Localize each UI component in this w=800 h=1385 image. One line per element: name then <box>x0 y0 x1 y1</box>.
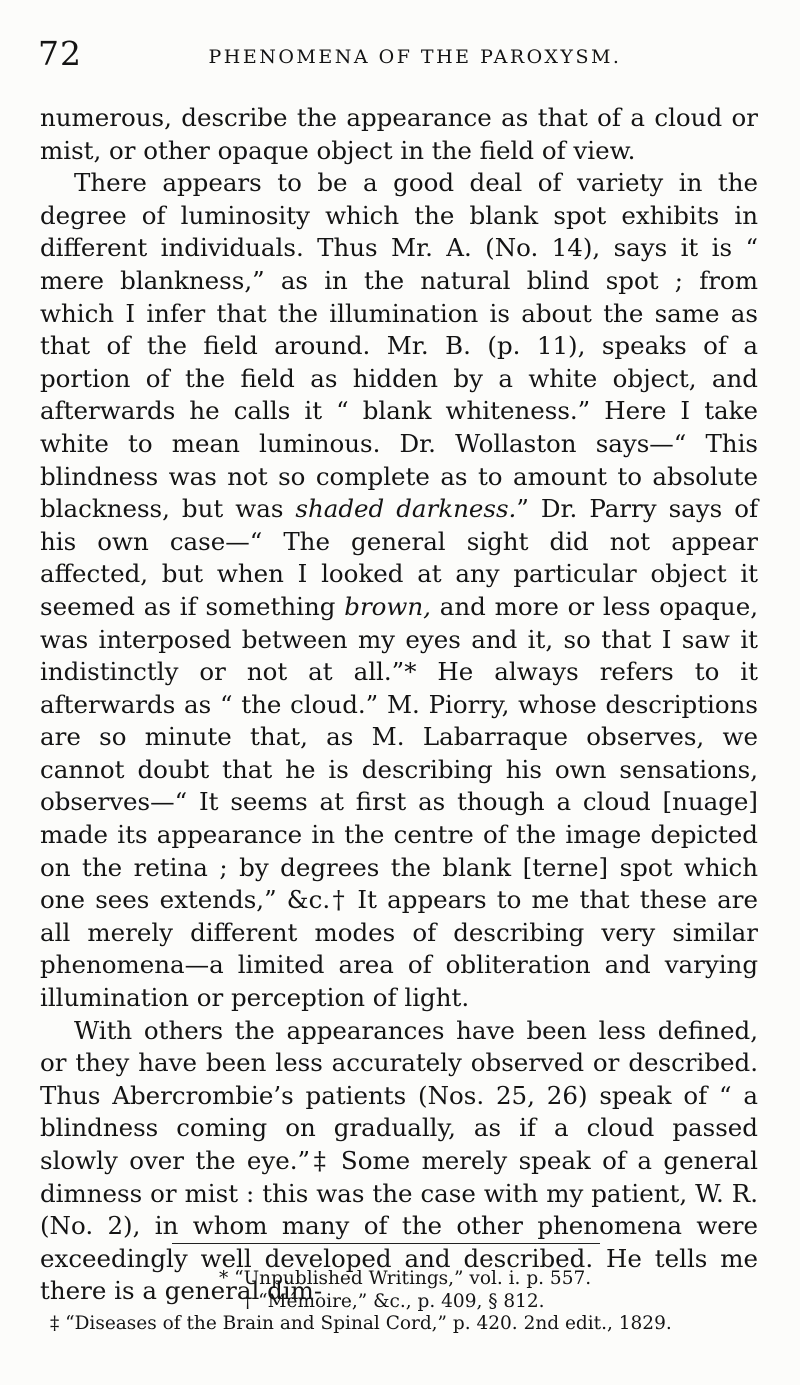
paragraph-others: With others the appearances have been less defined, or they have been less accurately observed or described. Thus Abercrombie’s patients (Nos. 25, 26) speak of “ a blindness coming on gradually, as if a cloud passed slowly over the eye.”‡ Some merely speak of a general dimness or mist : this was the case with my patient, W. R. (No. 2), in whom many of the other phenomena were exceedingly well developed and described. He tells me there is a general dim- <box>40 1015 758 1306</box>
footnote: † “Mémoire,” &c., p. 409, § 812. <box>243 1290 545 1312</box>
italic-phrase: shaded darkness. <box>295 494 517 524</box>
paragraph-luminosity <box>40 167 758 1014</box>
footnotes <box>36 1268 756 1336</box>
footnote-rule <box>172 1243 600 1244</box>
paragraph-text: ” Dr. Parry says of his own case—“ The general sight did not appear affected, but when I looked at any particular object it seemed as if something <box>40 494 759 621</box>
paragraph-text: There appears to be a good deal of variety in the degree of luminosity which the blank spot exhibits in different individuals. Thus Mr. A. (No. 14), says it is “ mere blankness,” as in the natural blind spot ; from which I infer that the illumination is about the same as that of the field around. Mr. B. (p. 11), speaks of a portion of the field as hidden by a white object, and afterwards he calls it “ blank whiteness.” Here I take white to mean luminous. Dr. Wollaston says—“ This blindness was not so complete as to amount to absolute blackness, but was <box>40 168 758 524</box>
footnote: * “Unpublished Writings,” vol. i. p. 557. <box>219 1268 592 1289</box>
body-text <box>40 102 758 1308</box>
page-header <box>38 34 762 74</box>
running-head: PHENOMENA OF THE PAROXYSM. <box>208 46 622 68</box>
paragraph-text: and more or less opaque, was interposed between my eyes and it, so that I saw it indistinctly or not at all.”* He always refers to it afterwards as “ the cloud.” M. Piorry, whose descriptions are so minute that, as M. Labarraque observes, we cannot doubt that he is describing his own sensations, observes—“ It seems at first as though a cloud [nuage] made its appearance in the centre of the image depicted on the retina ; by degrees the blank [terne] spot which one sees extends,” &c.† It appears to me that these are all merely different modes of describing very similar phenomena—a limited area of obliteration and varying illumination or perception of light. <box>40 591 758 1013</box>
footnote: ‡ “Diseases of the Brain and Spinal Cord,” p. 420. 2nd edit., 1829. <box>50 1313 672 1334</box>
page-number: 72 <box>38 34 82 73</box>
italic-phrase: brown, <box>344 591 431 621</box>
paragraph-continuation: numerous, describe the appearance as that of a cloud or mist, or other opaque object in the field of view. <box>40 103 758 165</box>
